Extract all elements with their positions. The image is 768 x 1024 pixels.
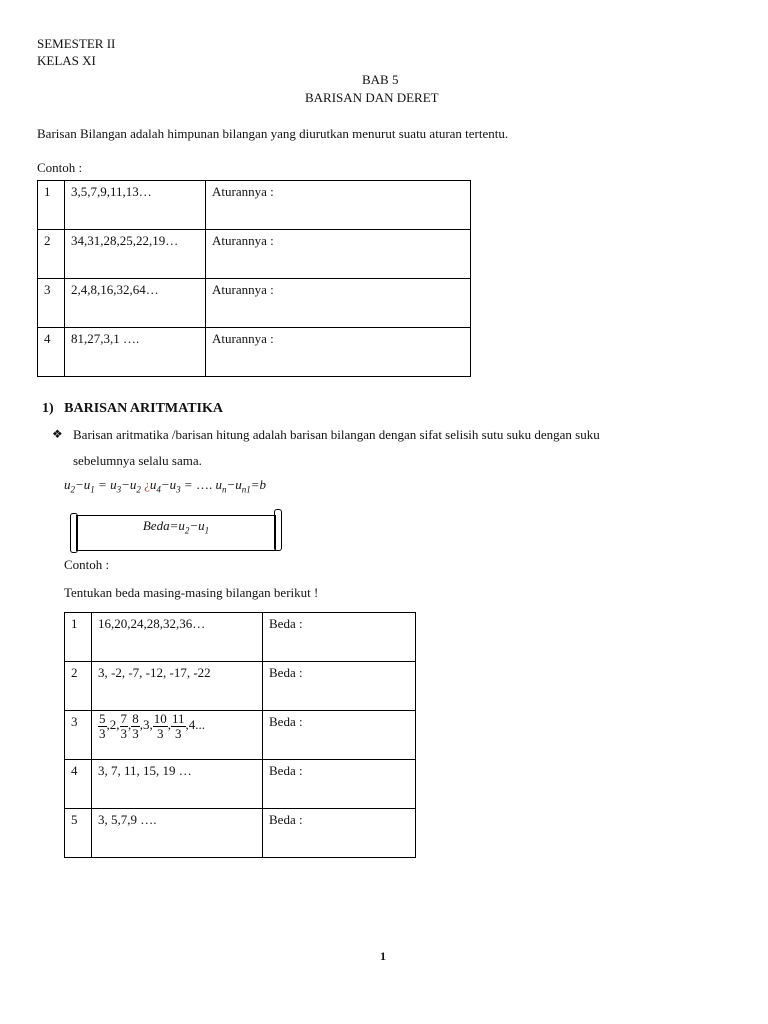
table-row bbox=[65, 662, 416, 711]
kelas-label: KELAS XI bbox=[37, 53, 96, 68]
fraction: $\frac{11}{3}$ bbox=[172, 711, 185, 741]
fraction: $\frac{7}{3}$ bbox=[120, 711, 127, 741]
instruction-text: Tentukan beda masing-masing bilangan berikut ! bbox=[64, 585, 319, 600]
rule-cell: Aturannya : bbox=[206, 279, 471, 328]
beda-cell: Beda : bbox=[263, 760, 416, 809]
beda-formula: $Beda=u_2-u_1$ bbox=[142, 518, 210, 536]
chapter-number: BAB 5 bbox=[362, 72, 399, 87]
sequence-cell: 81,27,3,1 …. bbox=[65, 328, 206, 377]
section-heading: 1) BARISAN ARITMATIKA bbox=[42, 401, 223, 416]
table-row bbox=[65, 760, 416, 809]
sequence-cell: 3,5,7,9,11,13… bbox=[65, 181, 206, 230]
sequence-cell: 3, -2, -7, -12, -17, -22 bbox=[92, 662, 263, 711]
table-row bbox=[65, 809, 416, 858]
rule-cell: Aturannya : bbox=[206, 230, 471, 279]
beda-table bbox=[64, 612, 416, 858]
sequence-cell: 3, 5,7,9 …. bbox=[92, 809, 263, 858]
rule-cell: Aturannya : bbox=[206, 181, 471, 230]
beda-cell: Beda : bbox=[263, 613, 416, 662]
row-number: 4 bbox=[65, 760, 92, 809]
row-number: 4 bbox=[38, 328, 65, 377]
table-row bbox=[65, 711, 416, 760]
difference-formula: $u_2-u_1 = u_3-u_2$ ¿$u_4-u_3$ = …. $u_n-u_{n1}=b$ bbox=[64, 477, 266, 495]
fraction: $\frac{5}{3}$ bbox=[99, 711, 106, 741]
table-row bbox=[38, 328, 471, 377]
row-number: 3 bbox=[38, 279, 65, 328]
beda-cell: Beda : bbox=[263, 809, 416, 858]
page-number: 1 bbox=[380, 949, 386, 963]
table-row bbox=[38, 181, 471, 230]
definition-line-1: Barisan aritmatika /barisan hitung adalah barisan bilangan dengan sifat selisih sutu suku dengan suku bbox=[73, 427, 600, 442]
fraction: $\frac{10}{3}$ bbox=[153, 711, 167, 741]
row-number: 2 bbox=[65, 662, 92, 711]
example-table bbox=[37, 180, 471, 377]
diamond-bullet-icon: ❖ bbox=[52, 427, 63, 441]
sequence-cell: 34,31,28,25,22,19… bbox=[65, 230, 206, 279]
row-number: 3 bbox=[65, 711, 92, 760]
table-row bbox=[38, 279, 471, 328]
intro-paragraph: Barisan Bilangan adalah himpunan bilangan yang diurutkan menurut suatu aturan tertentu. bbox=[37, 126, 509, 141]
beda-formula-scroll bbox=[70, 509, 282, 551]
semester-label: SEMESTER II bbox=[37, 36, 116, 51]
row-number: 1 bbox=[38, 181, 65, 230]
row-number: 2 bbox=[38, 230, 65, 279]
definition-line-2: sebelumnya selalu sama. bbox=[73, 453, 202, 468]
sequence-cell: 2,4,8,16,32,64… bbox=[65, 279, 206, 328]
table-row bbox=[38, 230, 471, 279]
beda-cell: Beda : bbox=[263, 662, 416, 711]
fraction: $\frac{8}{3}$ bbox=[132, 711, 139, 741]
sequence-cell: 16,20,24,28,32,36… bbox=[92, 613, 263, 662]
contoh-label: Contoh : bbox=[37, 160, 83, 175]
table-row bbox=[65, 613, 416, 662]
sequence-cell: 3, 7, 11, 15, 19 … bbox=[92, 760, 263, 809]
fraction-sequence-cell: $\frac{5}{3}$ ,2, $\frac{7}{3}$ , $\frac{8}{3}$ ,3, $\frac{10}{3}$ , $\frac{11}{3}$ ,4... bbox=[92, 711, 263, 760]
contoh-label-2: Contoh : bbox=[64, 557, 110, 572]
beda-cell: Beda : bbox=[263, 711, 416, 760]
rule-cell: Aturannya : bbox=[206, 328, 471, 377]
row-number: 5 bbox=[65, 809, 92, 858]
row-number: 1 bbox=[65, 613, 92, 662]
chapter-title: BARISAN DAN DERET bbox=[305, 90, 439, 105]
